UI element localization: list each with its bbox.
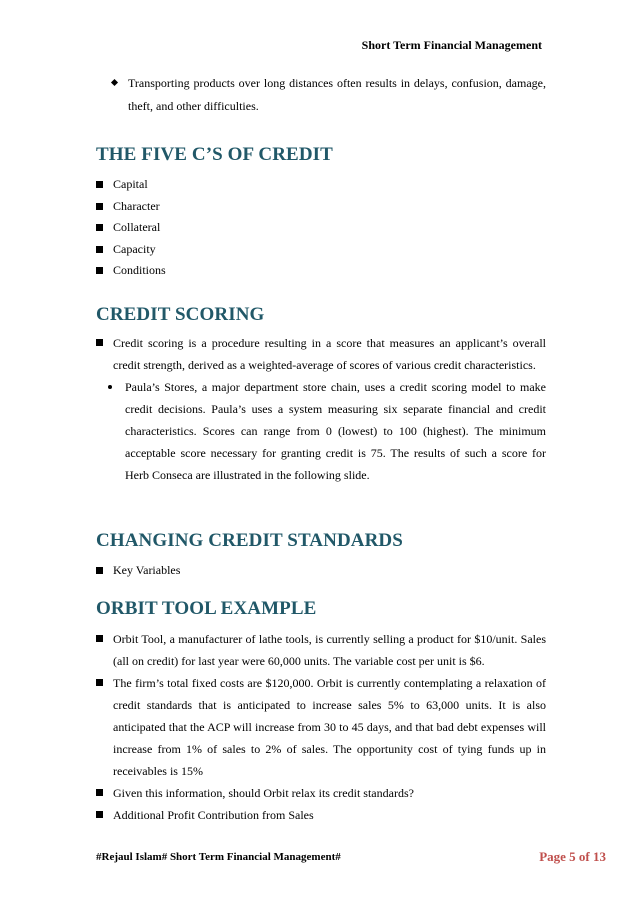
square-bullet-icon <box>96 224 103 231</box>
intro-bullet-text: Transporting products over long distances often results in delays, confusion, damage, theft, and other difficulties. <box>128 76 546 113</box>
list-item <box>96 332 546 376</box>
credit-scoring-list <box>96 332 546 486</box>
diamond-bullet-icon <box>111 79 118 86</box>
heading-changing-credit-standards: CHANGING CREDIT STANDARDS <box>96 530 403 551</box>
square-bullet-icon <box>96 203 103 210</box>
square-bullet-icon <box>96 339 103 346</box>
list-item: Capacity <box>96 239 546 261</box>
list-item: Collateral <box>96 217 546 239</box>
square-bullet-icon <box>96 181 103 188</box>
list-item: The firm’s total fixed costs are $120,000. Orbit is currently contemplating a relaxation of credit standards that is anticipated to increase sales 5% to 63,000 units. It is also anticipated that the ACP will increase from 30 to 45 days, and that bad debt expenses will increase from 1% of sales to 2% of sales. The opportunity cost of tying funds up in receivables is 15% <box>96 672 546 782</box>
five-cs-list <box>96 174 546 282</box>
footer-text: #Rejaul Islam# Short Term Financial Management# <box>96 851 341 863</box>
intro-list <box>112 72 546 118</box>
header-title: Short Term Financial Management <box>361 38 542 52</box>
credit-scoring-text: Credit scoring is a procedure resulting in a score that measures an applicant’s overall credit strength, derived as a weighted-average of scores of various credit characteristics. <box>113 336 546 372</box>
heading-credit-scoring: CREDIT SCORING <box>96 304 265 325</box>
sub-list-item <box>106 376 546 486</box>
list-item: Capital <box>96 174 546 196</box>
list-item: Orbit Tool, a manufacturer of lathe tools, is currently selling a product for $10/unit. Sales (all on credit) for last year were 60,000 units. The variable cost per unit is $6. <box>96 628 546 672</box>
orbit-tool-list <box>96 628 546 826</box>
page-number: Page 5 of 13 <box>539 849 606 864</box>
list-item: Key Variables <box>96 560 546 582</box>
list-item <box>112 72 546 118</box>
heading-five-cs: THE FIVE C’S OF CREDIT <box>96 144 333 165</box>
list-item: Additional Profit Contribution from Sales <box>96 804 546 826</box>
heading-orbit-tool-example: ORBIT TOOL EXAMPLE <box>96 598 317 619</box>
square-bullet-icon <box>96 267 103 274</box>
paulas-stores-text: Paula’s Stores, a major department store chain, uses a credit scoring model to make credit decisions. Paula’s uses a system measuring six separate financial and credit characteristics. Scores can range from 0 (lowest) to 100 (highest). The minimum acceptable score necessary for granting credit is 75. The results of such a score for Herb Conseca are illustrated in the following slide. <box>125 380 546 482</box>
list-item: Character <box>96 196 546 218</box>
list-item: Conditions <box>96 260 546 282</box>
list-item: Given this information, should Orbit relax its credit standards? <box>96 782 546 804</box>
square-bullet-icon <box>96 789 103 796</box>
square-bullet-icon <box>96 246 103 253</box>
square-bullet-icon <box>96 635 103 642</box>
square-bullet-icon <box>96 679 103 686</box>
dot-bullet-icon <box>108 385 112 389</box>
square-bullet-icon <box>96 811 103 818</box>
changing-standards-list <box>96 560 546 582</box>
square-bullet-icon <box>96 567 103 574</box>
